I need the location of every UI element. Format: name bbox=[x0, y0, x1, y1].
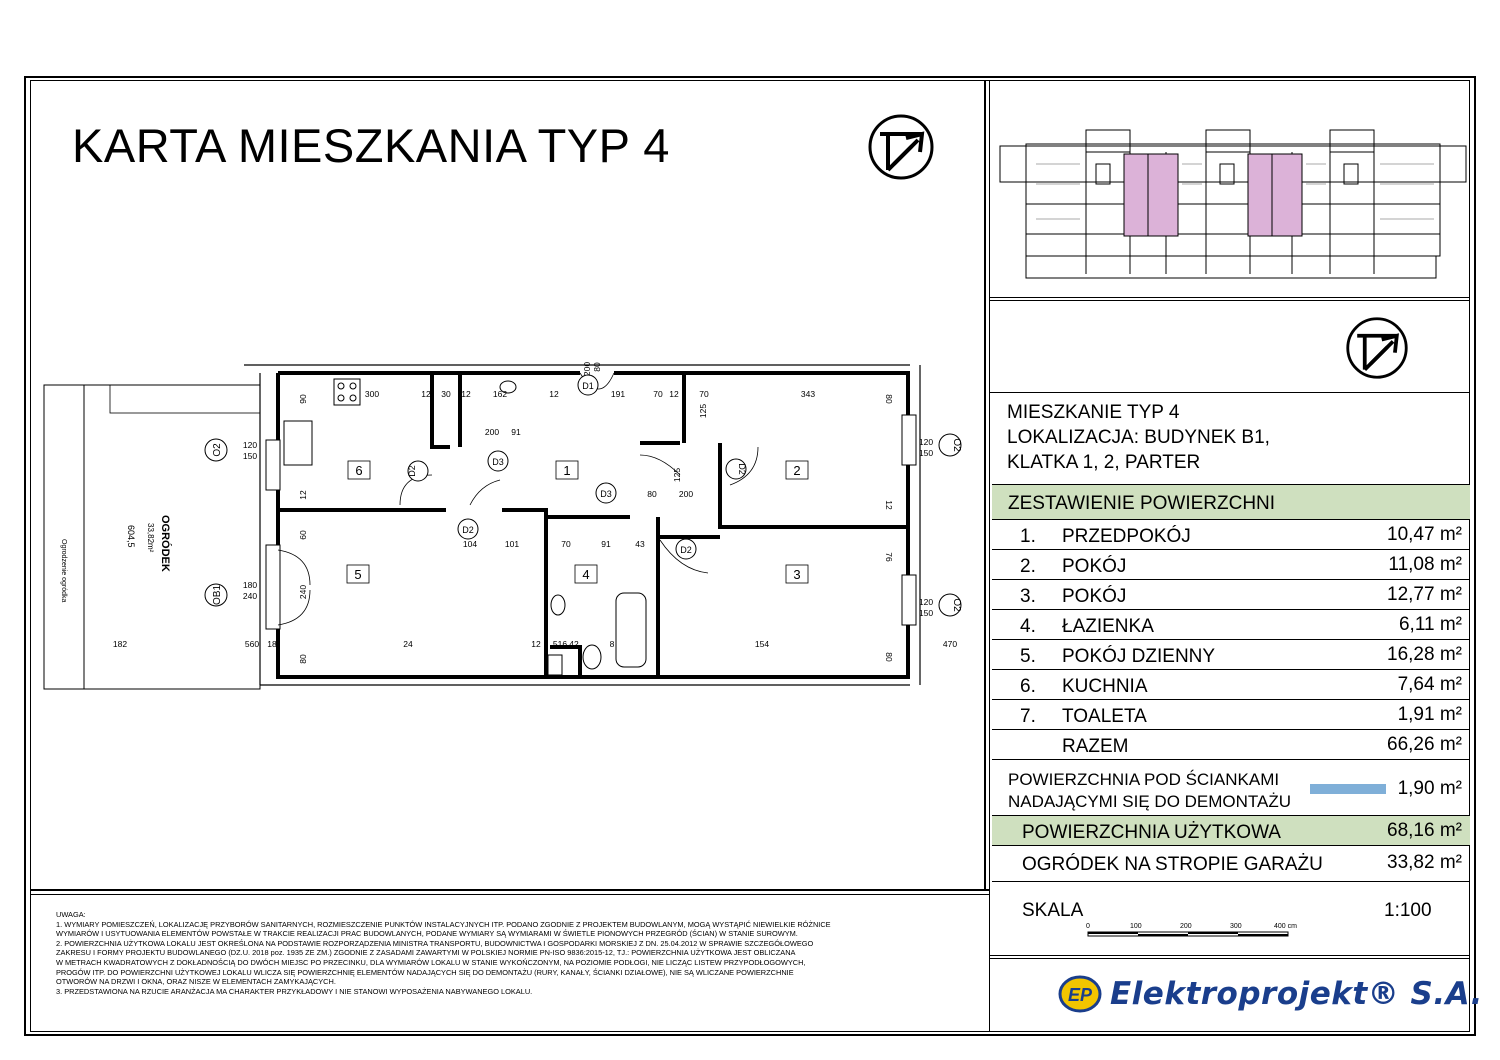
scale-tick-200: 200 bbox=[1180, 923, 1192, 930]
dim: 30 bbox=[441, 389, 451, 399]
row-number: 4. bbox=[1020, 616, 1036, 637]
row-number: 1. bbox=[1020, 526, 1036, 547]
dim: 191 bbox=[610, 389, 626, 399]
elektroprojekt-logo-icon bbox=[1058, 974, 1102, 1014]
flat-type: MIESZKANIE TYP 4 bbox=[1007, 402, 1180, 423]
logo-text: Elektroprojekt® S.A. bbox=[1110, 976, 1483, 1012]
dim: 200 bbox=[582, 361, 592, 377]
door-tag-d1: D1 bbox=[582, 381, 594, 391]
area-row bbox=[992, 610, 1470, 640]
total-label: RAZEM bbox=[1062, 736, 1129, 757]
door-tag-d2-c: D2 bbox=[737, 463, 747, 475]
room-area: 11,08 m² bbox=[1388, 554, 1462, 575]
room-name: KUCHNIA bbox=[1062, 676, 1148, 697]
scale-tick-300: 300 bbox=[1230, 923, 1242, 930]
dim: 120 bbox=[918, 437, 934, 447]
room-area: 16,28 m² bbox=[1387, 644, 1462, 665]
window-tag-o2-right-top: O2 bbox=[951, 438, 962, 452]
dim: 80 bbox=[647, 489, 657, 499]
dim: 343 bbox=[800, 389, 816, 399]
room-area: 1,91 m² bbox=[1397, 704, 1462, 725]
area-table bbox=[992, 484, 1470, 942]
garden-area: 33,82m² bbox=[146, 523, 155, 553]
area-table-header bbox=[992, 484, 1470, 520]
dim: 12 bbox=[549, 389, 559, 399]
room-3-number: 3 bbox=[793, 567, 801, 582]
room-name: POKÓJ DZIENNY bbox=[1062, 646, 1216, 667]
note-line: 2. POWIERZCHNIA UŻYTKOWA LOKALU JEST OKREŚLONA NA PODSTAWIE ROZPORZĄDZENIA MINISTRA TRANSPORTU, BUDOWNICTWA I GOSPODARKI MORSKIEJ Z DN. 25.04.2012 W SPRAWIE SZCZEGÓŁOWEGO bbox=[56, 938, 814, 948]
dim: 101 bbox=[504, 539, 520, 549]
area-row bbox=[992, 700, 1470, 730]
garden-area-label: OGRÓDEK NA STROPIE GARAŻU bbox=[1022, 854, 1323, 875]
notes bbox=[56, 910, 966, 996]
building-key-plan bbox=[996, 124, 1470, 284]
dim: 182 bbox=[112, 639, 128, 649]
dim: 12 bbox=[884, 500, 894, 510]
main-divider-2 bbox=[989, 80, 990, 890]
info-divider bbox=[990, 392, 1470, 393]
door-tag-d2-d: D2 bbox=[680, 545, 692, 555]
dim: 180 bbox=[242, 580, 258, 590]
note-line: 1. WYMIARY POMIESZCZEŃ, LOKALIZACJĘ PRZYBORÓW SANITARNYCH, ROZMIESZCZENIE PUNKTÓW INSTALACYJNYCH ITP. PODANO ZGODNIE Z PROJEKTEM BUDOWLANYM, MOGĄ WYSTĄPIĆ NIEWIELKIE RÓŻNICE bbox=[56, 919, 831, 929]
usable-area-label: POWIERZCHNIA UŻYTKOWA bbox=[1022, 822, 1281, 843]
dim: 12 bbox=[669, 389, 679, 399]
logo-top-divider bbox=[990, 955, 1470, 956]
dim: 150 bbox=[918, 608, 934, 618]
logo-top-divider-2 bbox=[990, 958, 1470, 959]
note-line: W METRACH KWADRATOWYCH Z DOKŁADNOŚCIĄ DO DWÓCH MIEJSC PO PRZECINKU, DLA WYMIARÓW LOKALU W STANIE WYKOŃCZONYM, NA POZIOMIE PODŁOGI, NIE LICZĄC LISTEW PRZYPODŁOGOWYCH, bbox=[56, 957, 806, 967]
notes-divider bbox=[30, 889, 990, 891]
door-tag-d2-b: D2 bbox=[462, 525, 474, 535]
garden-dimension: 604,5 bbox=[126, 525, 136, 548]
dim: 125 bbox=[672, 467, 682, 483]
dim: 70 bbox=[561, 539, 571, 549]
dim: 120 bbox=[918, 597, 934, 607]
room-6-number: 6 bbox=[355, 463, 363, 478]
scale-tick-0: 0 bbox=[1086, 923, 1090, 930]
usable-area-row bbox=[992, 816, 1470, 846]
garden-area-value: 33,82 m² bbox=[1387, 852, 1462, 873]
note-line: 3. PRZEDSTAWIONA NA RZUCIE ARANŻACJA MA CHARAKTER PRZYKŁADOWY I NIE STANOWI WYPOSAŻENIA NABYWANEGO LOKALU. bbox=[56, 986, 533, 996]
flat-stairwell: KLATKA 1, 2, PARTER bbox=[1007, 452, 1201, 473]
dim: 24 bbox=[403, 639, 413, 649]
dim: 162 bbox=[492, 389, 508, 399]
dim: 150 bbox=[918, 448, 934, 458]
dim: 12 bbox=[531, 639, 541, 649]
garden-label: OGRÓDEK bbox=[159, 515, 171, 572]
dim: 150 bbox=[242, 451, 258, 461]
dim: 516 bbox=[552, 639, 568, 649]
dim: 76 bbox=[884, 552, 894, 562]
flat-info bbox=[1007, 400, 1270, 475]
dim: 80 bbox=[884, 652, 894, 662]
dim: 154 bbox=[754, 639, 770, 649]
window-tag-o2-right-bottom: O2 bbox=[951, 598, 962, 612]
demolition-area: 1,90 m² bbox=[1397, 778, 1462, 799]
dim: 120 bbox=[242, 440, 258, 450]
row-number: 2. bbox=[1020, 556, 1036, 577]
dim: 8 bbox=[609, 639, 615, 649]
dim: 91 bbox=[511, 427, 521, 437]
demolition-label-2: NADAJĄCYMI SIĘ DO DEMONTAŻU bbox=[1008, 792, 1292, 811]
keyplan-divider-2 bbox=[990, 300, 1470, 301]
total-row bbox=[992, 730, 1470, 760]
row-number: 5. bbox=[1020, 646, 1036, 667]
dim: 91 bbox=[601, 539, 611, 549]
dim: 12 bbox=[421, 389, 431, 399]
room-area: 10,47 m² bbox=[1387, 524, 1462, 545]
scale-tick-100: 100 bbox=[1130, 923, 1142, 930]
dim: 104 bbox=[462, 539, 478, 549]
logo-divider bbox=[989, 890, 990, 1032]
dim: 470 bbox=[942, 639, 958, 649]
dim: 80 bbox=[884, 394, 894, 404]
room-5-number: 5 bbox=[354, 567, 362, 582]
notes-divider-2 bbox=[30, 894, 990, 895]
area-row bbox=[992, 550, 1470, 580]
page-title: KARTA MIESZKANIA TYP 4 bbox=[72, 119, 670, 172]
room-area: 12,77 m² bbox=[1387, 584, 1462, 605]
dim: 18 bbox=[267, 639, 277, 649]
main-divider bbox=[984, 80, 986, 890]
room-name: TOALETA bbox=[1062, 706, 1147, 727]
company-logo bbox=[1058, 974, 1483, 1014]
interior-walls bbox=[278, 373, 908, 677]
north-arrow-small-icon bbox=[1344, 315, 1410, 381]
door-tag-d3-b: D3 bbox=[600, 489, 612, 499]
dim: 200 bbox=[484, 427, 500, 437]
room-area: 6,11 m² bbox=[1398, 614, 1462, 635]
room-1-number: 1 bbox=[563, 463, 571, 478]
dim: 240 bbox=[242, 591, 258, 601]
north-arrow-icon bbox=[866, 112, 936, 182]
note-line: WYMIARÓW I USYTUOWANIA ELEMENTÓW POWSTAŁE W TRAKCIE REALIZACJI PRAC BUDOWLANYCH, PODANE WYMIARY SĄ WYMIARAMI W ŚWIETLE PIONOWYCH PRZEGRÓD (ŚCIAN) W STANIE SUROWYM. bbox=[56, 929, 798, 939]
scale-label: SKALA bbox=[1022, 900, 1084, 921]
dim: 12 bbox=[461, 389, 471, 399]
dim: 12 bbox=[298, 490, 308, 500]
keyplan-divider bbox=[990, 297, 1470, 298]
dim: 43 bbox=[635, 539, 645, 549]
dim: 90 bbox=[298, 394, 308, 404]
note-line: ZAKRESU I FORMY PROJEKTU BUDOWLANEGO (DZ.U. 2018 poz. 1935 ZE ZM.) ZGODNIE Z ZASADAMI ZAWARTYMI W POLSKIEJ NORMIE PN-ISO 9836:2015-12, TJ.: POWIERZCHNIA UŻYTKOWA JEST OBLICZANA bbox=[56, 948, 796, 958]
dim: 80 bbox=[298, 654, 308, 664]
room-name: PRZEDPOKÓJ bbox=[1062, 526, 1191, 547]
dim: 200 bbox=[678, 489, 694, 499]
total-area: 66,26 m² bbox=[1387, 734, 1462, 755]
dim: 240 bbox=[298, 584, 308, 600]
room-name: POKÓJ bbox=[1062, 586, 1127, 607]
dim: 560 bbox=[244, 639, 260, 649]
demolition-row bbox=[992, 760, 1470, 816]
room-name: POKÓJ bbox=[1062, 556, 1127, 577]
floor-plan bbox=[40, 355, 970, 695]
door-tag-d3-a: D3 bbox=[492, 457, 504, 467]
room-name: ŁAZIENKA bbox=[1062, 616, 1154, 637]
dim: 70 bbox=[699, 389, 709, 399]
door-tag-d2-a: D2 bbox=[407, 465, 417, 477]
note-line: OTWORÓW NA DRZWI I OKNA, ORAZ NISZE W ELEMENTACH ZAMYKAJĄCYCH. bbox=[56, 977, 336, 987]
garden-row bbox=[992, 846, 1470, 882]
usable-area-value: 68,16 m² bbox=[1387, 820, 1462, 841]
dim: 125 bbox=[698, 403, 708, 419]
dim: 70 bbox=[653, 389, 663, 399]
scale-tick-400: 400 cm bbox=[1274, 923, 1297, 930]
room-area: 7,64 m² bbox=[1397, 674, 1462, 695]
area-table-title: ZESTAWIENIE POWIERZCHNI bbox=[1008, 493, 1276, 514]
row-number: 6. bbox=[1020, 676, 1036, 697]
scale-value: 1:100 bbox=[1384, 900, 1432, 921]
room-2-number: 2 bbox=[793, 463, 801, 478]
scale-block bbox=[992, 882, 1470, 942]
notes-title: UWAGA: bbox=[56, 910, 86, 919]
row-number: 3. bbox=[1020, 586, 1036, 607]
note-line: PROGÓW ITP. DO POWIERZCHNI UŻYTKOWEJ LOKALU WLICZA SIĘ POWIERZCHNIĘ ELEMENTÓW NADAJĄCYCH SIĘ DO DEMONTAŻU (RURY, KANAŁY, ŚCIANKI DZIAŁOWE), NIE SĄ WLICZANE POWIERZCHNIE bbox=[56, 967, 794, 977]
area-row bbox=[992, 580, 1470, 610]
scale-bar bbox=[1084, 920, 1304, 942]
highlighted-flat-areas bbox=[1124, 154, 1302, 236]
flat-location: LOKALIZACJA: BUDYNEK B1, bbox=[1007, 427, 1270, 448]
dim: 300 bbox=[364, 389, 380, 399]
dim: 80 bbox=[592, 362, 602, 372]
window-tag-ob1: OB1 bbox=[212, 584, 223, 606]
window-tag-o2-left: O2 bbox=[212, 443, 223, 457]
demolition-label: POWIERZCHNIA POD ŚCIANKAMI bbox=[1008, 770, 1280, 789]
row-number: 7. bbox=[1020, 706, 1036, 727]
area-row bbox=[992, 520, 1470, 550]
fence-label: Ogrodzenie ogródka bbox=[60, 539, 67, 603]
dim: 42 bbox=[569, 639, 579, 649]
area-row bbox=[992, 640, 1470, 670]
logo-mark: EP bbox=[1067, 985, 1093, 1005]
dim: 60 bbox=[298, 530, 308, 540]
area-row bbox=[992, 670, 1470, 700]
demolition-legend-swatch bbox=[1310, 784, 1386, 794]
room-4-number: 4 bbox=[582, 567, 590, 582]
